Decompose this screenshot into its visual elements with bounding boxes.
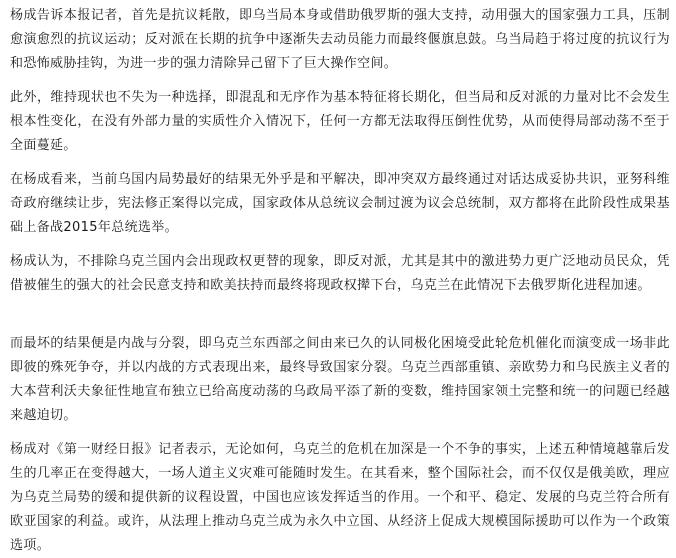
paragraph-peaceful-solution: 在杨成看来，当前乌国内局势最好的结果无外乎是和平解决，即冲突双方最终通过对话达成妥协共识，亚努科维奇政府继续让步，宪法修正案得以完成，国家政体从总统议会制过渡为议会总统制，双方都将在此阶段性成果基础上备战2015年总统选举。 (10, 172, 670, 235)
paragraph-conclusion: 杨成对《第一财经日报》记者表示，无论如何，乌克兰的危机在加深是一个不争的事实，上述五种情境越靠后发生的几率正在变得越大，一场人道主义灾难可能随时发生。在其看来，整个国际社会，而不仅仅是俄美欧，理应为乌克兰局势的缓和提供新的议程设置，中国也应该发挥适当的作用。一个和平、稳定、发展的乌克兰符合所有欧亚国家的利益。或许，从法理上推动乌克兰成为永久中立国、从经济上促成大规模国际援助可以作为一个政策选项。 (10, 442, 670, 553)
paragraph-status-quo: 此外，维持现状也不失为一种选择，即混乱和无序作为基本特征将长期化，但当局和反对派的力量对比不会发生根本性变化，在没有外部力量的实质性介入情况下，任何一方都无法取得压倒性优势，从而使得局部动荡不至于全面蔓延。 (10, 90, 670, 153)
paragraph-civil-war: 而最坏的结果便是内战与分裂，即乌克兰东西部之间由来已久的认同极化困境受此轮危机催化而演变成一场非此即彼的殊死争夺，并以内战的方式表现出来，最终导致国家分裂。乌克兰西部重镇、亲欧势力和乌民族主义者的大本营利沃夫象征性地宣布独立已给高度动荡的乌政局平添了新的变数，维持国家领土完整和统一的问题已经越来越迫切。 (10, 336, 670, 423)
paragraph-protest-dissipation: 杨成告诉本报记者，首先是抗议耗散，即乌当局本身或借助俄罗斯的强大支持，动用强大的国家强力工具，压制愈演愈烈的抗议运动；反对派在长期的抗争中逐渐失去动员能力而最终偃旗息鼓。乌当局趋于将过度的抗议行为和恐怖威胁挂钩，为进一步的强力清除异己留下了巨大操作空间。 (10, 8, 670, 71)
paragraph-regime-change: 杨成认为，不排除乌克兰国内会出现政权更替的现象，即反对派，尤其是其中的激进势力更广泛地动员民众，凭借被催生的强大的社会民意支持和欧美扶持而最终将现政权撵下台，乌克兰在此情况下去俄罗斯化进程加速。 (10, 254, 670, 293)
